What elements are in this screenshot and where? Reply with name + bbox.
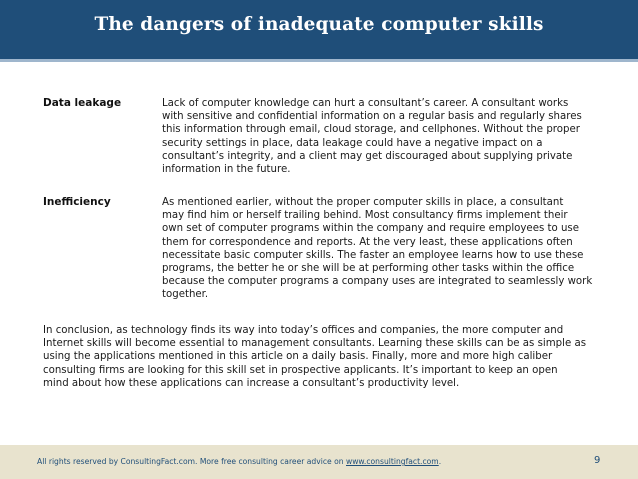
term-label: Data leakage — [43, 97, 122, 109]
description-line: them for correspondence and reports. At the very least, these applications often — [162, 236, 573, 248]
conclusion-paragraph — [43, 324, 603, 390]
slide-header — [0, 0, 638, 62]
description-line: own set of computer programs within the company and require employees to use — [162, 223, 580, 235]
description-line: security settings in place, data leakage could have a negative impact on a — [162, 137, 543, 149]
description-line: necessitate basic computer skills. The faster an employee learns how to use these — [162, 249, 584, 261]
consultingfact-link[interactable]: www.consultingfact.com — [346, 457, 439, 466]
description-line: Lack of computer knowledge can hurt a consultant’s career. A consultant works — [162, 98, 569, 109]
page-number: 9 — [594, 455, 601, 466]
description-line: consultant’s integrity, and a client may get discouraged about supplying private — [162, 150, 573, 162]
description-line: may find him or herself trailing behind. Most consultancy firms implement their — [162, 210, 568, 222]
term-description — [162, 97, 602, 176]
slide-title: The dangers of inadequate computer skills — [94, 14, 544, 35]
description-line: programs, the better he or she will be at performing other tasks within the office — [162, 262, 575, 274]
description-line: As mentioned earlier, without the proper computer skills in place, a consultant — [162, 197, 564, 208]
description-line: together. — [162, 289, 209, 301]
description-line: information in the future. — [162, 163, 291, 175]
conclusion-line: In conclusion, as technology finds its way into today’s offices and companies, the more computer and — [43, 325, 564, 336]
footer-copyright-text: All rights reserved by ConsultingFact.com. More free consulting career advice on — [37, 457, 346, 466]
description-line: because the computer programs a company uses are integrated to seamlessly work — [162, 276, 593, 288]
description-line: with sensitive and confidential information on a regular basis and regularly shares — [162, 111, 582, 123]
conclusion-line: Internet skills will become essential to management consultants. Learning these skills can be as simple as — [43, 338, 587, 350]
footer-copyright — [37, 457, 441, 466]
conclusion-line: using the applications mentioned in this article on a daily basis. Finally, more and more high caliber — [43, 351, 553, 363]
conclusion-line: mind about how these applications can increase a consultant’s productivity level. — [43, 377, 460, 389]
term-description — [162, 196, 602, 302]
slide-footer — [0, 445, 638, 479]
conclusion-line: consulting firms are looking for this skill set in prospective applicants. It’s important to keep an open — [43, 364, 558, 376]
term-label: Inefficiency — [43, 196, 111, 208]
description-line: this information through email, cloud storage, and cellphones. Without the proper — [162, 124, 580, 136]
footer-period: . — [438, 457, 442, 466]
